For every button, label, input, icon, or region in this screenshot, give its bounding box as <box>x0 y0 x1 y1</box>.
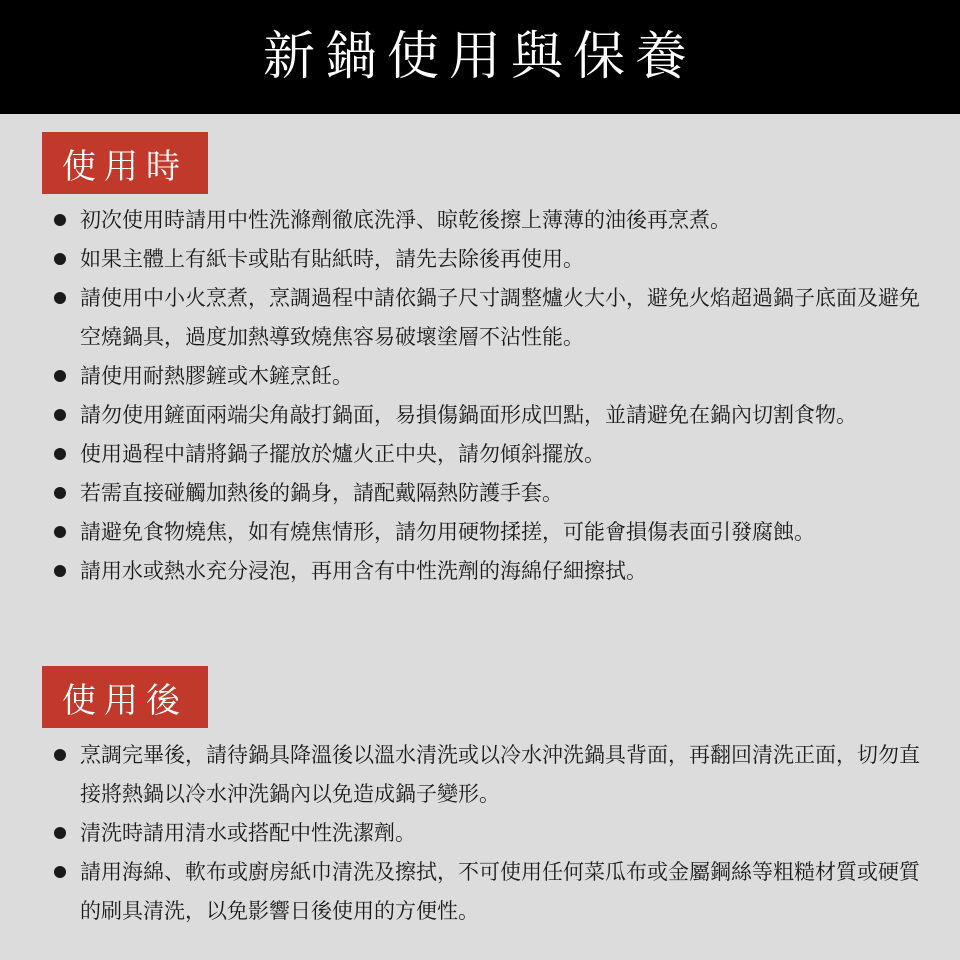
list-item <box>52 853 932 931</box>
list-item <box>52 357 932 396</box>
header-bar <box>0 0 960 114</box>
list-item <box>52 435 932 474</box>
page-title: 新鍋使用與保養 <box>262 27 697 87</box>
bullet-icon <box>54 253 66 265</box>
list-item <box>52 552 932 591</box>
list-item-text: 初次使用時請用中性洗滌劑徹底洗淨、晾乾後擦上薄薄的油後再烹煮。 <box>80 208 731 232</box>
bullet-icon <box>54 526 66 538</box>
list-item-text: 若需直接碰觸加熱後的鍋身，請配戴隔熱防護手套。 <box>80 481 563 505</box>
during-use-list <box>52 201 932 591</box>
bullet-icon <box>54 370 66 382</box>
section-title-after-use: 使用後 <box>42 666 208 728</box>
list-item <box>52 474 932 513</box>
bullet-icon <box>54 866 66 878</box>
list-item-text: 請勿使用鏟面兩端尖角敲打鍋面，易損傷鍋面形成凹點，並請避免在鍋內切割食物。 <box>80 403 857 427</box>
list-item-text: 如果主體上有紙卡或貼有貼紙時，請先去除後再使用。 <box>80 247 584 271</box>
list-item-text: 請使用耐熱膠鏟或木鏟烹飪。 <box>80 364 353 388</box>
list-item-text: 請使用中小火烹煮，烹調過程中請依鍋子尺寸調整爐火大小，避免火焰超過鍋子底面及避免空燒鍋具，過度加熱導致燒焦容易破壞塗層不沾性能。 <box>80 286 920 349</box>
bullet-icon <box>54 565 66 577</box>
bullet-icon <box>54 214 66 226</box>
list-item <box>52 814 932 853</box>
list-item <box>52 736 932 814</box>
section-title-during-use: 使用時 <box>42 132 208 194</box>
list-item <box>52 240 932 279</box>
bullet-icon <box>54 448 66 460</box>
bullet-icon <box>54 827 66 839</box>
list-item <box>52 396 932 435</box>
list-item-text: 請避免食物燒焦，如有燒焦情形，請勿用硬物揉搓，可能會損傷表面引發腐蝕。 <box>80 520 815 544</box>
bullet-icon <box>54 487 66 499</box>
after-use-list <box>52 736 932 931</box>
bullet-icon <box>54 409 66 421</box>
list-item-text: 請用水或熱水充分浸泡，再用含有中性洗劑的海綿仔細擦拭。 <box>80 559 647 583</box>
list-item-text: 請用海綿、軟布或廚房紙巾清洗及擦拭，不可使用任何菜瓜布或金屬鋼絲等粗糙材質或硬質的刷具清洗，以免影響日後使用的方便性。 <box>80 860 920 923</box>
bullet-icon <box>54 292 66 304</box>
list-item <box>52 279 932 357</box>
list-item <box>52 201 932 240</box>
list-item-text: 烹調完畢後，請待鍋具降溫後以溫水清洗或以冷水沖洗鍋具背面，再翻回清洗正面，切勿直接將熱鍋以冷水沖洗鍋內以免造成鍋子變形。 <box>80 743 920 806</box>
bullet-icon <box>54 749 66 761</box>
list-item <box>52 513 932 552</box>
list-item-text: 清洗時請用清水或搭配中性洗潔劑。 <box>80 821 416 845</box>
list-item-text: 使用過程中請將鍋子擺放於爐火正中央，請勿傾斜擺放。 <box>80 442 605 466</box>
